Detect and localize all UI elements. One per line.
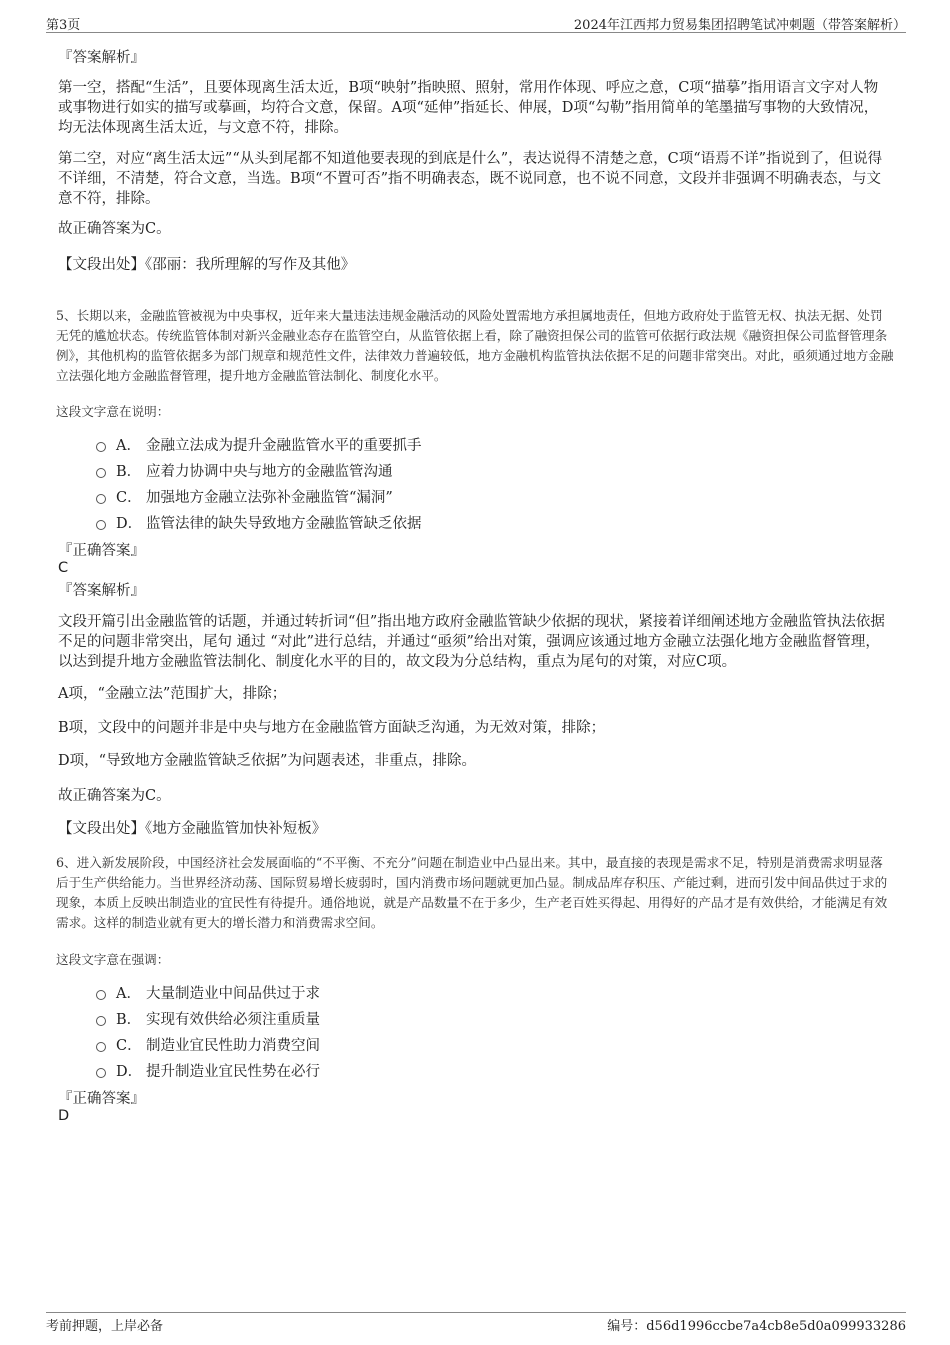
option-text: 监管法律的缺失导致地方金融监管缺乏依据: [146, 516, 422, 532]
radio-icon[interactable]: [96, 1016, 106, 1026]
analysis-label: 『答案解析』: [58, 50, 145, 66]
page-header: [46, 14, 906, 33]
radio-icon[interactable]: [96, 990, 106, 1000]
option-text: 制造业宜民性助力消费空间: [146, 1038, 320, 1054]
option-d[interactable]: [96, 1062, 320, 1082]
option-c[interactable]: [96, 1036, 320, 1056]
option-a[interactable]: [96, 984, 320, 1004]
option-letter: A．: [116, 986, 141, 1002]
analysis-paragraph: D项，“导致地方金融监管缺乏依据”为问题表述，非重点，排除。: [58, 753, 476, 769]
answer-label: 『正确答案』: [58, 543, 145, 559]
answer-label: 『正确答案』: [58, 1091, 145, 1107]
conclusion: 故正确答案为C。: [58, 788, 171, 804]
option-b[interactable]: [96, 1010, 320, 1030]
option-a[interactable]: [96, 436, 422, 456]
option-text: 金融立法成为提升金融监管水平的重要抓手: [146, 438, 422, 454]
question-5-text: 5、长期以来，金融监管被视为中央事权，近年来大量违法违规金融活动的风险处置需地方承担属地责任，但地方政府处于监管无权、执法无据、处罚无凭的尴尬状态。传统监管体制对新兴金融业态存在监管空白，从监管依据上看，除了融资担保公司的监管可依据行政法规《融资担保公司监督管理条例》，其他机构的监管依据多为部门规章和规范性文件，法律效力普遍较低，地方金融机构监管执法依据不足的问题非常突出。对此，亟须通过地方金融立法强化地方金融监督管理，提升地方金融监管法制化、制度化水平。: [56, 308, 894, 383]
conclusion: 故正确答案为C。: [58, 221, 171, 237]
analysis-paragraph: 第一空，搭配“生活”，且要体现离生活太近，B项“映射”指映照、照射，常用作体现、呼应之意，C项“描摹”指用语言文字对人物或事物进行如实的描写或摹画，均符合文意，保留。A项“延伸”指延长、伸展，D项“勾勒”指用简单的笔墨描写事物的大致情况，均无法体现离生活太近，与文意不符，排除。: [58, 80, 879, 136]
radio-icon[interactable]: [96, 442, 106, 452]
footer-slogan: 考前押题，上岸必备: [46, 1319, 164, 1334]
option-b[interactable]: [96, 462, 393, 482]
page-number: 第3页: [46, 18, 81, 33]
analysis-paragraph: 第二空，对应“离生活太远”“从头到尾都不知道他要表现的到底是什么”，表达说得不清楚之意，C项“语焉不详”指说到了，但说得不详细，不清楚，符合文意，当选。B项“不置可否”指不明确表态，既不说同意，也不说不同意，文段并非强调不明确表态，与文意不符，排除。: [58, 151, 883, 207]
document-id: 编号：d56d1996ccbe7a4cb8e5d0a099933286: [607, 1319, 906, 1334]
source-citation: 【文段出处】《邵丽：我所理解的写作及其他》: [58, 257, 356, 273]
radio-icon[interactable]: [96, 520, 106, 530]
correct-answer: D: [58, 1108, 70, 1124]
radio-icon[interactable]: [96, 1068, 106, 1078]
option-text: 加强地方金融立法弥补金融监管“漏洞”: [146, 490, 393, 506]
option-letter: B．: [116, 1012, 142, 1028]
radio-icon[interactable]: [96, 494, 106, 504]
option-letter: D．: [116, 1064, 143, 1080]
option-letter: C．: [116, 490, 142, 506]
question-6-prompt: 这段文字意在强调：: [56, 952, 170, 967]
option-letter: C．: [116, 1038, 142, 1054]
option-d[interactable]: [96, 514, 422, 534]
radio-icon[interactable]: [96, 468, 106, 478]
question-6-text: 6、进入新发展阶段，中国经济社会发展面临的“不平衡、不充分”问题在制造业中凸显出来。其中，最直接的表现是需求不足，特别是消费需求明显落后于生产供给能力。当世界经济动荡、国际贸易增长疲弱时，国内消费市场问题就更加凸显。制成品库存积压、产能过剩，进而引发中间品供过于求的现象，本质上反映出制造业的宜民性有待提升。通俗地说，就是产品数量不在于多少，生产老百姓买得起、用得好的产品才是有效供给，才能满足有效需求。这样的制造业就有更大的增长潜力和消费需求空间。: [56, 855, 888, 930]
option-letter: D．: [116, 516, 143, 532]
option-text: 提升制造业宜民性势在必行: [146, 1064, 320, 1080]
option-c[interactable]: [96, 488, 393, 508]
option-letter: B．: [116, 464, 142, 480]
correct-answer: C: [58, 560, 69, 576]
option-letter: A．: [116, 438, 141, 454]
analysis-paragraph: A项，“金融立法”范围扩大，排除；: [58, 686, 287, 702]
option-text: 实现有效供给必须注重质量: [146, 1012, 320, 1028]
analysis-paragraph: 文段开篇引出金融监管的话题，并通过转折词“但”指出地方政府金融监管缺少依据的现状，紧接着详细阐述地方金融监管执法依据不足的问题非常突出，尾句 通过 “对此”进行总结，并通过“亟须”给出对策，强调应该通过地方金融立法强化地方金融监督管理，以达到提升地方金融监管法制化、制度化水平的目的，故文段为分总结构，重点为尾句的对策，对应C项。: [58, 614, 885, 670]
radio-icon[interactable]: [96, 1042, 106, 1052]
document-title: 2024年江西邦力贸易集团招聘笔试冲刺题（带答案解析）: [573, 18, 906, 33]
analysis-paragraph: B项，文段中的问题并非是中央与地方在金融监管方面缺乏沟通，为无效对策，排除；: [58, 720, 606, 736]
option-text: 大量制造业中间品供过于求: [146, 986, 320, 1002]
source-citation: 【文段出处】《地方金融监管加快补短板》: [58, 821, 327, 837]
question-5-prompt: 这段文字意在说明：: [56, 404, 170, 419]
page-footer: [46, 1312, 906, 1334]
analysis-label: 『答案解析』: [58, 583, 145, 599]
option-text: 应着力协调中央与地方的金融监管沟通: [146, 464, 393, 480]
